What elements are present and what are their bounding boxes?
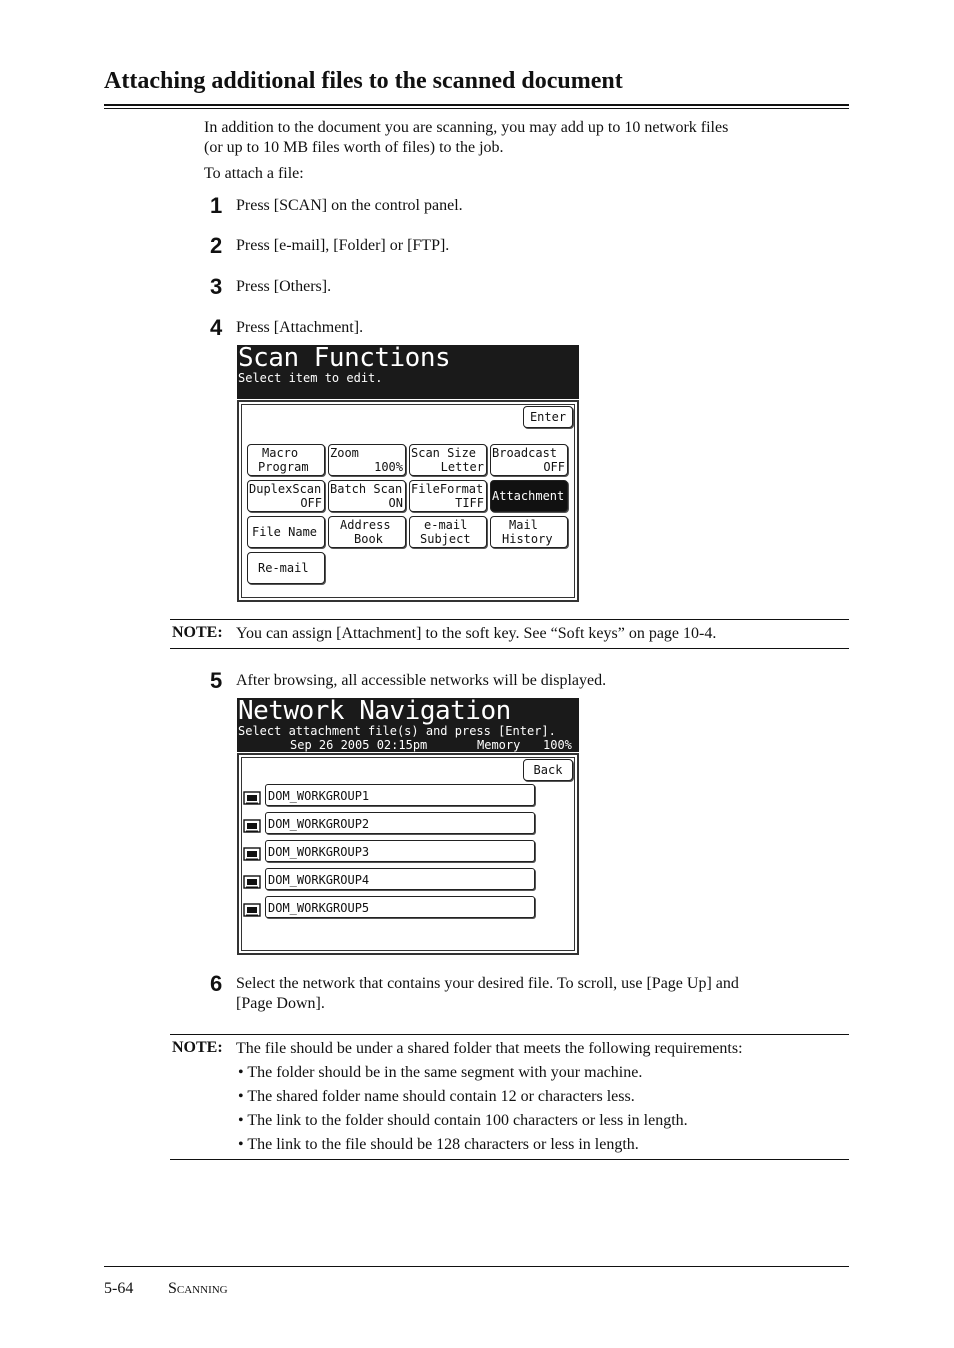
key-label: DuplexScan bbox=[249, 482, 322, 496]
key-label: File Name bbox=[252, 525, 318, 539]
key-label: Enter bbox=[529, 410, 567, 424]
note-label: NOTE: bbox=[172, 624, 223, 641]
requirement-bullet: • The folder should be in the same segment with your machine. bbox=[238, 1064, 643, 1081]
enter-button[interactable] bbox=[523, 406, 573, 428]
network-name: DOM_WORKGROUP3 bbox=[268, 845, 370, 859]
key-label: Broadcast bbox=[492, 446, 558, 460]
network-folder-icon bbox=[243, 903, 261, 917]
step-number: 2 bbox=[210, 233, 223, 258]
key-value: ON bbox=[388, 496, 403, 510]
step-text: Press [SCAN] on the control panel. bbox=[236, 197, 463, 214]
key-label: Attachment bbox=[492, 489, 565, 503]
key-label: Back bbox=[533, 763, 563, 777]
requirement-bullet: • The shared folder name should contain 12 or characters less. bbox=[238, 1088, 635, 1105]
network-row-5[interactable] bbox=[265, 896, 535, 918]
screen-panel bbox=[237, 753, 579, 955]
network-navigation-screen bbox=[236, 698, 580, 955]
title-rule-thin bbox=[104, 108, 849, 109]
note-text: The file should be under a shared folder that meets the following requirements: bbox=[236, 1040, 743, 1057]
step-number: 3 bbox=[210, 274, 223, 299]
key-label: Address bbox=[340, 518, 391, 532]
address-book-button[interactable] bbox=[328, 516, 406, 548]
scan-functions-screen bbox=[236, 345, 580, 602]
intro-line: (or up to 10 MB files worth of files) to the job. bbox=[204, 139, 504, 156]
key-value: 100% bbox=[374, 460, 403, 474]
key-label: Mail bbox=[509, 518, 538, 532]
requirement-bullet: • The link to the folder should contain 100 characters or less in length. bbox=[238, 1112, 688, 1129]
network-row-3[interactable] bbox=[265, 840, 535, 862]
key-label: History bbox=[502, 532, 553, 546]
note-label: NOTE: bbox=[172, 1039, 223, 1056]
key-value: TIFF bbox=[455, 496, 484, 510]
screen-header bbox=[237, 345, 579, 399]
key-value: OFF bbox=[300, 496, 322, 510]
network-name: DOM_WORKGROUP2 bbox=[268, 817, 370, 831]
key-label: FileFormat bbox=[411, 482, 484, 496]
network-row-4[interactable] bbox=[265, 868, 535, 890]
network-name: DOM_WORKGROUP4 bbox=[268, 873, 370, 887]
broadcast-button[interactable] bbox=[490, 444, 568, 476]
memory-percent: 100% bbox=[543, 738, 572, 752]
batch-scan-button[interactable] bbox=[328, 480, 406, 512]
back-button[interactable] bbox=[523, 759, 573, 781]
intro-paragraph bbox=[204, 118, 844, 158]
screen-subtitle: Select attachment file(s) and press [Enter]. bbox=[238, 724, 556, 738]
note-rule-top bbox=[170, 1034, 849, 1035]
key-label: Program bbox=[258, 460, 309, 474]
key-label: Book bbox=[354, 532, 383, 546]
step-number: 6 bbox=[210, 971, 223, 996]
title-rule bbox=[104, 104, 849, 106]
network-row-2[interactable] bbox=[265, 812, 535, 834]
intro-line: In addition to the document you are scanning, you may add up to 10 network files bbox=[204, 119, 729, 136]
network-folder-icon bbox=[243, 875, 261, 889]
step-text: Press [e-mail], [Folder] or [FTP]. bbox=[236, 237, 450, 254]
page-title: Attaching additional files to the scanned document bbox=[104, 68, 623, 94]
step-number: 1 bbox=[210, 193, 223, 218]
network-name: DOM_WORKGROUP5 bbox=[268, 901, 370, 915]
footer-rule bbox=[104, 1266, 849, 1267]
screen-header bbox=[237, 698, 579, 752]
key-value: Letter bbox=[440, 460, 484, 474]
key-label: Subject bbox=[420, 532, 471, 546]
key-label: Zoom bbox=[330, 446, 359, 460]
network-row-1[interactable] bbox=[265, 784, 535, 806]
mail-history-button[interactable] bbox=[490, 516, 568, 548]
macro-program-button[interactable] bbox=[247, 444, 325, 476]
network-folder-icon bbox=[243, 847, 261, 861]
screen-subtitle: Select item to edit. bbox=[238, 371, 383, 385]
email-subject-button[interactable] bbox=[409, 516, 487, 548]
screen-panel bbox=[237, 400, 579, 602]
step-number: 5 bbox=[210, 668, 223, 693]
key-label: Scan Size bbox=[411, 446, 477, 460]
scan-size-button[interactable] bbox=[409, 444, 487, 476]
network-name: DOM_WORKGROUP1 bbox=[268, 789, 370, 803]
network-folder-icon bbox=[243, 819, 261, 833]
note-rule-bottom bbox=[170, 648, 849, 649]
memory-label: Memory bbox=[477, 738, 521, 752]
key-label: Re-mail bbox=[258, 561, 309, 575]
note-rule-bottom bbox=[170, 1159, 849, 1160]
re-mail-button[interactable] bbox=[247, 552, 325, 584]
step-text: After browsing, all accessible networks will be displayed. bbox=[236, 672, 607, 689]
key-label: Batch Scan bbox=[330, 482, 403, 496]
requirement-bullet: • The link to the file should be 128 characters or less in length. bbox=[238, 1136, 639, 1153]
note-text: You can assign [Attachment] to the soft key. See “Soft keys” on page 10-4. bbox=[236, 625, 717, 642]
file-format-button[interactable] bbox=[409, 480, 487, 512]
screen-title: Scan Functions bbox=[238, 343, 451, 373]
duplex-scan-button[interactable] bbox=[247, 480, 325, 512]
file-name-button[interactable] bbox=[247, 516, 325, 548]
step-number: 4 bbox=[210, 315, 223, 340]
key-label: Macro bbox=[262, 446, 299, 460]
section-name: Scanning bbox=[168, 1280, 228, 1297]
page-number: 5-64 bbox=[104, 1280, 134, 1297]
note-rule-top bbox=[170, 619, 849, 620]
to-attach-label: To attach a file: bbox=[204, 165, 304, 182]
key-label: e-mail bbox=[424, 518, 468, 532]
step-text: Press [Attachment]. bbox=[236, 319, 364, 336]
screen-date: Sep 26 2005 02:15pm bbox=[290, 738, 428, 752]
zoom-button[interactable] bbox=[328, 444, 406, 476]
key-value: OFF bbox=[543, 460, 565, 474]
step-text-line: [Page Down]. bbox=[236, 995, 325, 1012]
step-text: Press [Others]. bbox=[236, 278, 332, 295]
step-text bbox=[236, 974, 846, 1014]
attachment-button[interactable] bbox=[490, 480, 568, 512]
screen-title: Network Navigation bbox=[238, 696, 511, 726]
step-text-line: Select the network that contains your desired file. To scroll, use [Page Up] and bbox=[236, 975, 739, 992]
network-folder-icon bbox=[243, 791, 261, 805]
